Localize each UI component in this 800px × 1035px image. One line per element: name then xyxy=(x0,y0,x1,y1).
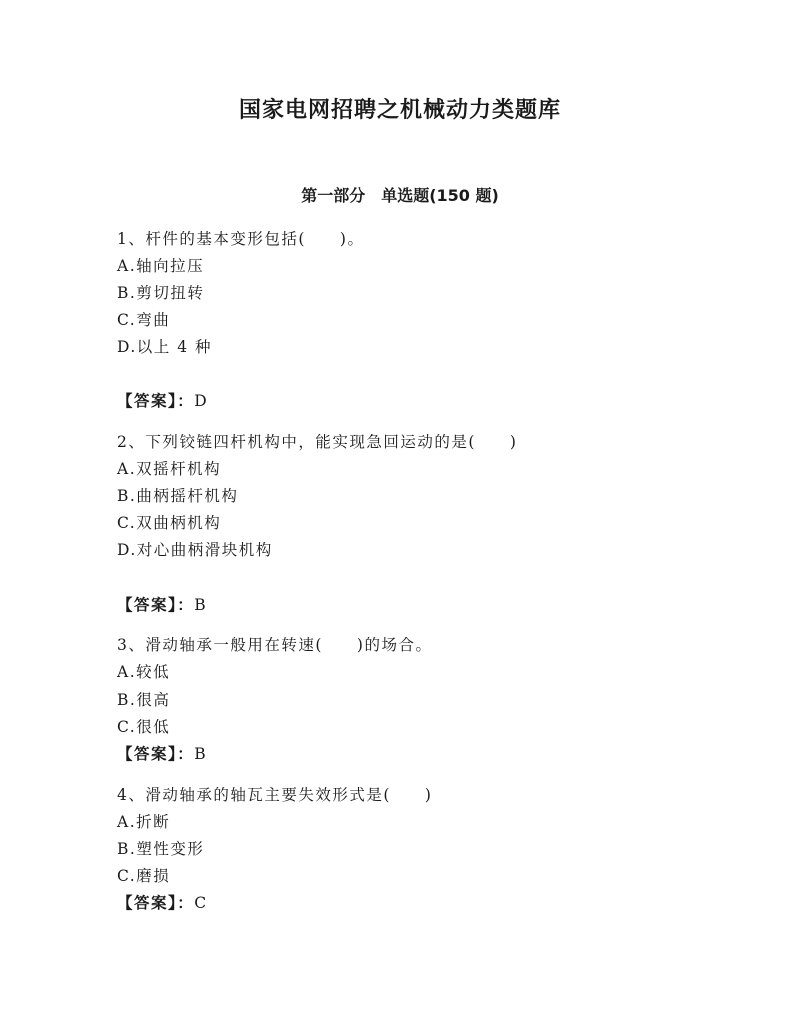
answer-value: B xyxy=(194,745,208,763)
document-title: 国家电网招聘之机械动力类题库 xyxy=(238,98,561,123)
question-1-answer xyxy=(117,389,208,411)
answer-value: C xyxy=(194,894,208,912)
question-2-option-d: D.对心曲柄滑块机构 xyxy=(117,541,273,559)
section-heading: 第一部分 单选题(150 题) xyxy=(301,186,499,205)
question-3-stem: 3、滑动轴承一般用在转速( )的场合。 xyxy=(117,636,433,654)
question-4-option-a: A.折断 xyxy=(117,813,171,831)
question-2-option-c: C.双曲柄机构 xyxy=(117,514,222,532)
answer-value: D xyxy=(194,392,209,410)
question-4-option-b: B.塑性变形 xyxy=(117,840,205,858)
question-1-option-a: A.轴向拉压 xyxy=(117,257,205,275)
question-2-option-b: B.曲柄摇杆机构 xyxy=(117,487,239,505)
question-4-stem: 4、滑动轴承的轴瓦主要失效形式是( ) xyxy=(117,786,433,804)
question-3-answer xyxy=(117,742,207,764)
question-4-option-c: C.磨损 xyxy=(117,867,171,885)
question-3-option-c: C.很低 xyxy=(117,718,171,736)
question-2-stem: 2、下列铰链四杆机构中，能实现急回运动的是( ) xyxy=(117,433,518,451)
answer-label: 【答案】： xyxy=(117,894,195,912)
question-4-answer xyxy=(117,891,208,913)
answer-value: B xyxy=(194,596,208,614)
question-1-option-b: B.剪切扭转 xyxy=(117,284,205,302)
answer-label: 【答案】： xyxy=(117,745,195,763)
question-1-option-d: D.以上 4 种 xyxy=(117,338,213,356)
question-1-stem: 1、杆件的基本变形包括( )。 xyxy=(117,230,365,248)
answer-label: 【答案】： xyxy=(117,596,195,614)
question-2-answer xyxy=(117,593,207,615)
answer-label: 【答案】： xyxy=(117,392,195,410)
question-3-option-a: A.较低 xyxy=(117,663,171,681)
question-2-option-a: A.双摇杆机构 xyxy=(117,460,222,478)
question-1-option-c: C.弯曲 xyxy=(117,311,171,329)
question-3-option-b: B.很高 xyxy=(117,691,171,709)
